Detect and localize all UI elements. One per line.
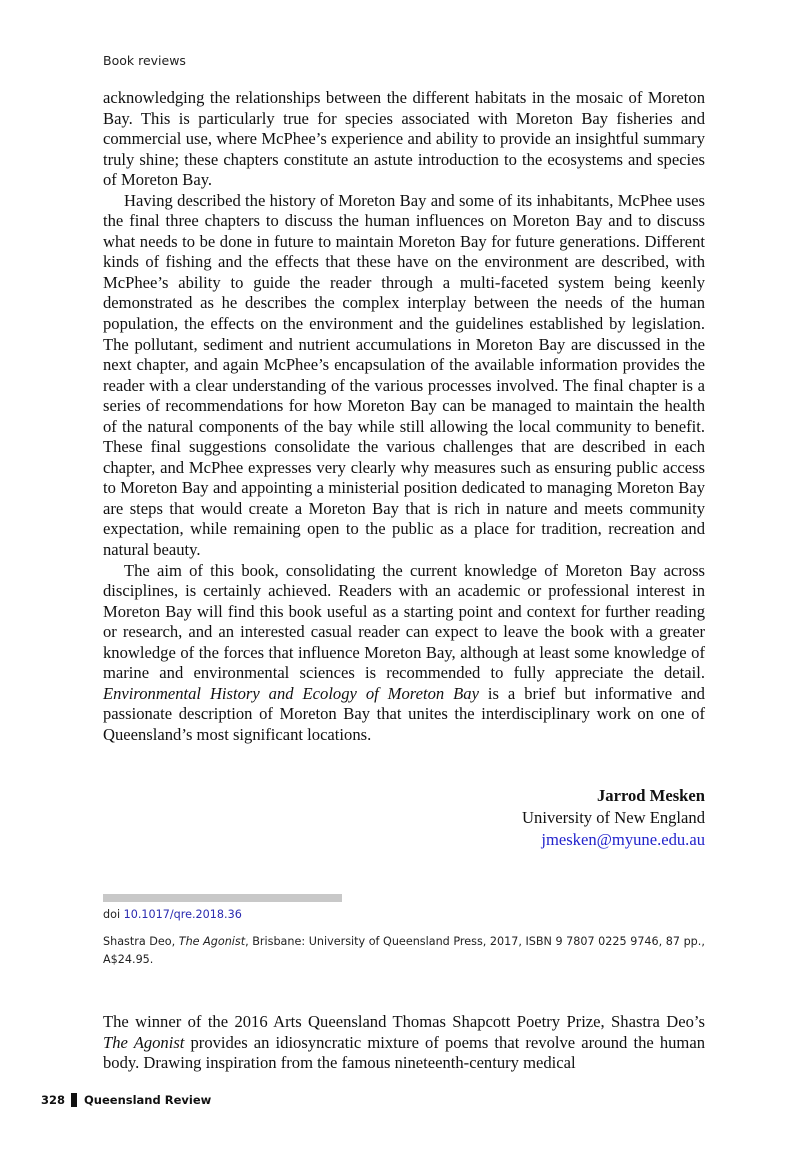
reviewer-signature	[522, 785, 705, 851]
citation-title: The Agonist	[178, 935, 246, 948]
second-review-text-start: The winner of the 2016 Arts Queensland Thomas Shapcott Poetry Prize, Shastra Deo’s	[103, 1012, 705, 1031]
paragraph-1: acknowledging the relationships between the different habitats in the mosaic of Moreton Bay. This is particularly true for species associated with Moreton Bay fisheries and commercial use, where McPhee’s experience and ability to provide an insightful summary truly shine; these chapters constitute an astute introduction to the ecosystems and species of Moreton Bay.	[103, 88, 705, 190]
book-citation	[103, 933, 707, 969]
section-divider-bar	[103, 894, 342, 902]
review-body	[103, 88, 705, 746]
reviewer-name: Jarrod Mesken	[596, 786, 705, 805]
doi-label: doi	[103, 908, 121, 921]
citation-author: Shastra Deo,	[103, 935, 179, 948]
journal-name: Queensland Review	[84, 1093, 212, 1107]
footer-separator-block	[71, 1093, 77, 1107]
paragraph-3	[103, 561, 705, 746]
page-number: 328	[41, 1093, 66, 1107]
second-review-text-end: provides an idiosyncratic mixture of poems that revolve around the human body. Drawing inspiration from the famous nineteenth-century medical	[103, 1032, 705, 1073]
page-footer	[41, 1093, 211, 1107]
second-review-title-italic: The Agonist	[103, 1032, 185, 1052]
paragraph-2: Having described the history of Moreton Bay and some of its inhabitants, McPhee uses the final three chapters to discuss the human influences on Moreton Bay and to discuss what needs to be done in future to maintain Moreton Bay for future generations. Different kinds of fishing and the effects that these have on the environment are described, with McPhee’s ability to guide the reader through a multi-faceted system being keenly demonstrated as he describes the complex interplay between the needs of the human population, the effects on the environment and the guidelines established by legislation. The pollutant, sediment and nutrient accumulations in Moreton Bay are discussed in the next chapter, and again McPhee’s encapsulation of the available information provides the reader with a clear understanding of the various processes involved. The final chapter is a series of recommendations for how Moreton Bay can be managed to maintain the health of the natural components of the bay while still allowing the local community to benefit. These final suggestions consolidate the various challenges that are described in each chapter, and McPhee expresses very clearly why measures such as ensuring public access to Moreton Bay and appointing a ministerial position dedicated to managing Moreton Bay are steps that would create a Moreton Bay that is rich in nature and meets community expectation, while remaining open to the public as a place for tradition, recreation and natural beauty.	[103, 190, 705, 560]
second-review-paragraph	[103, 1012, 705, 1074]
doi-link[interactable]: 10.1017/qre.2018.36	[123, 908, 242, 921]
doi-line	[103, 908, 242, 921]
book-title-italic: Environmental History and Ecology of Moreton Bay	[103, 683, 479, 703]
reviewer-affiliation: University of New England	[522, 808, 705, 827]
citation-details: , Brisbane: University of Queensland Press, 2017, ISBN 9 7807 0225 9746, 87 pp., A$24.95.	[103, 935, 705, 966]
running-head: Book reviews	[103, 53, 186, 68]
reviewer-email-link[interactable]: jmesken@myune.edu.au	[541, 830, 705, 849]
paragraph-3-start: The aim of this book, consolidating the current knowledge of Moreton Bay across disciplines, is certainly achieved. Readers with an academic or professional interest in Moreton Bay will find this book useful as a starting point and context for further reading or research, and an interested casual reader can expect to leave the book with a greater knowledge of the forces that influence Moreton Bay, although at least some knowledge of marine and environmental sciences is recommended to fully appreciate the detail.	[103, 560, 705, 683]
paragraph-3-end: is a brief but informative and passionate description of Moreton Bay that unites the interdisciplinary work on one of Queensland’s most significant locations.	[103, 683, 705, 744]
second-review-body	[103, 1012, 705, 1074]
